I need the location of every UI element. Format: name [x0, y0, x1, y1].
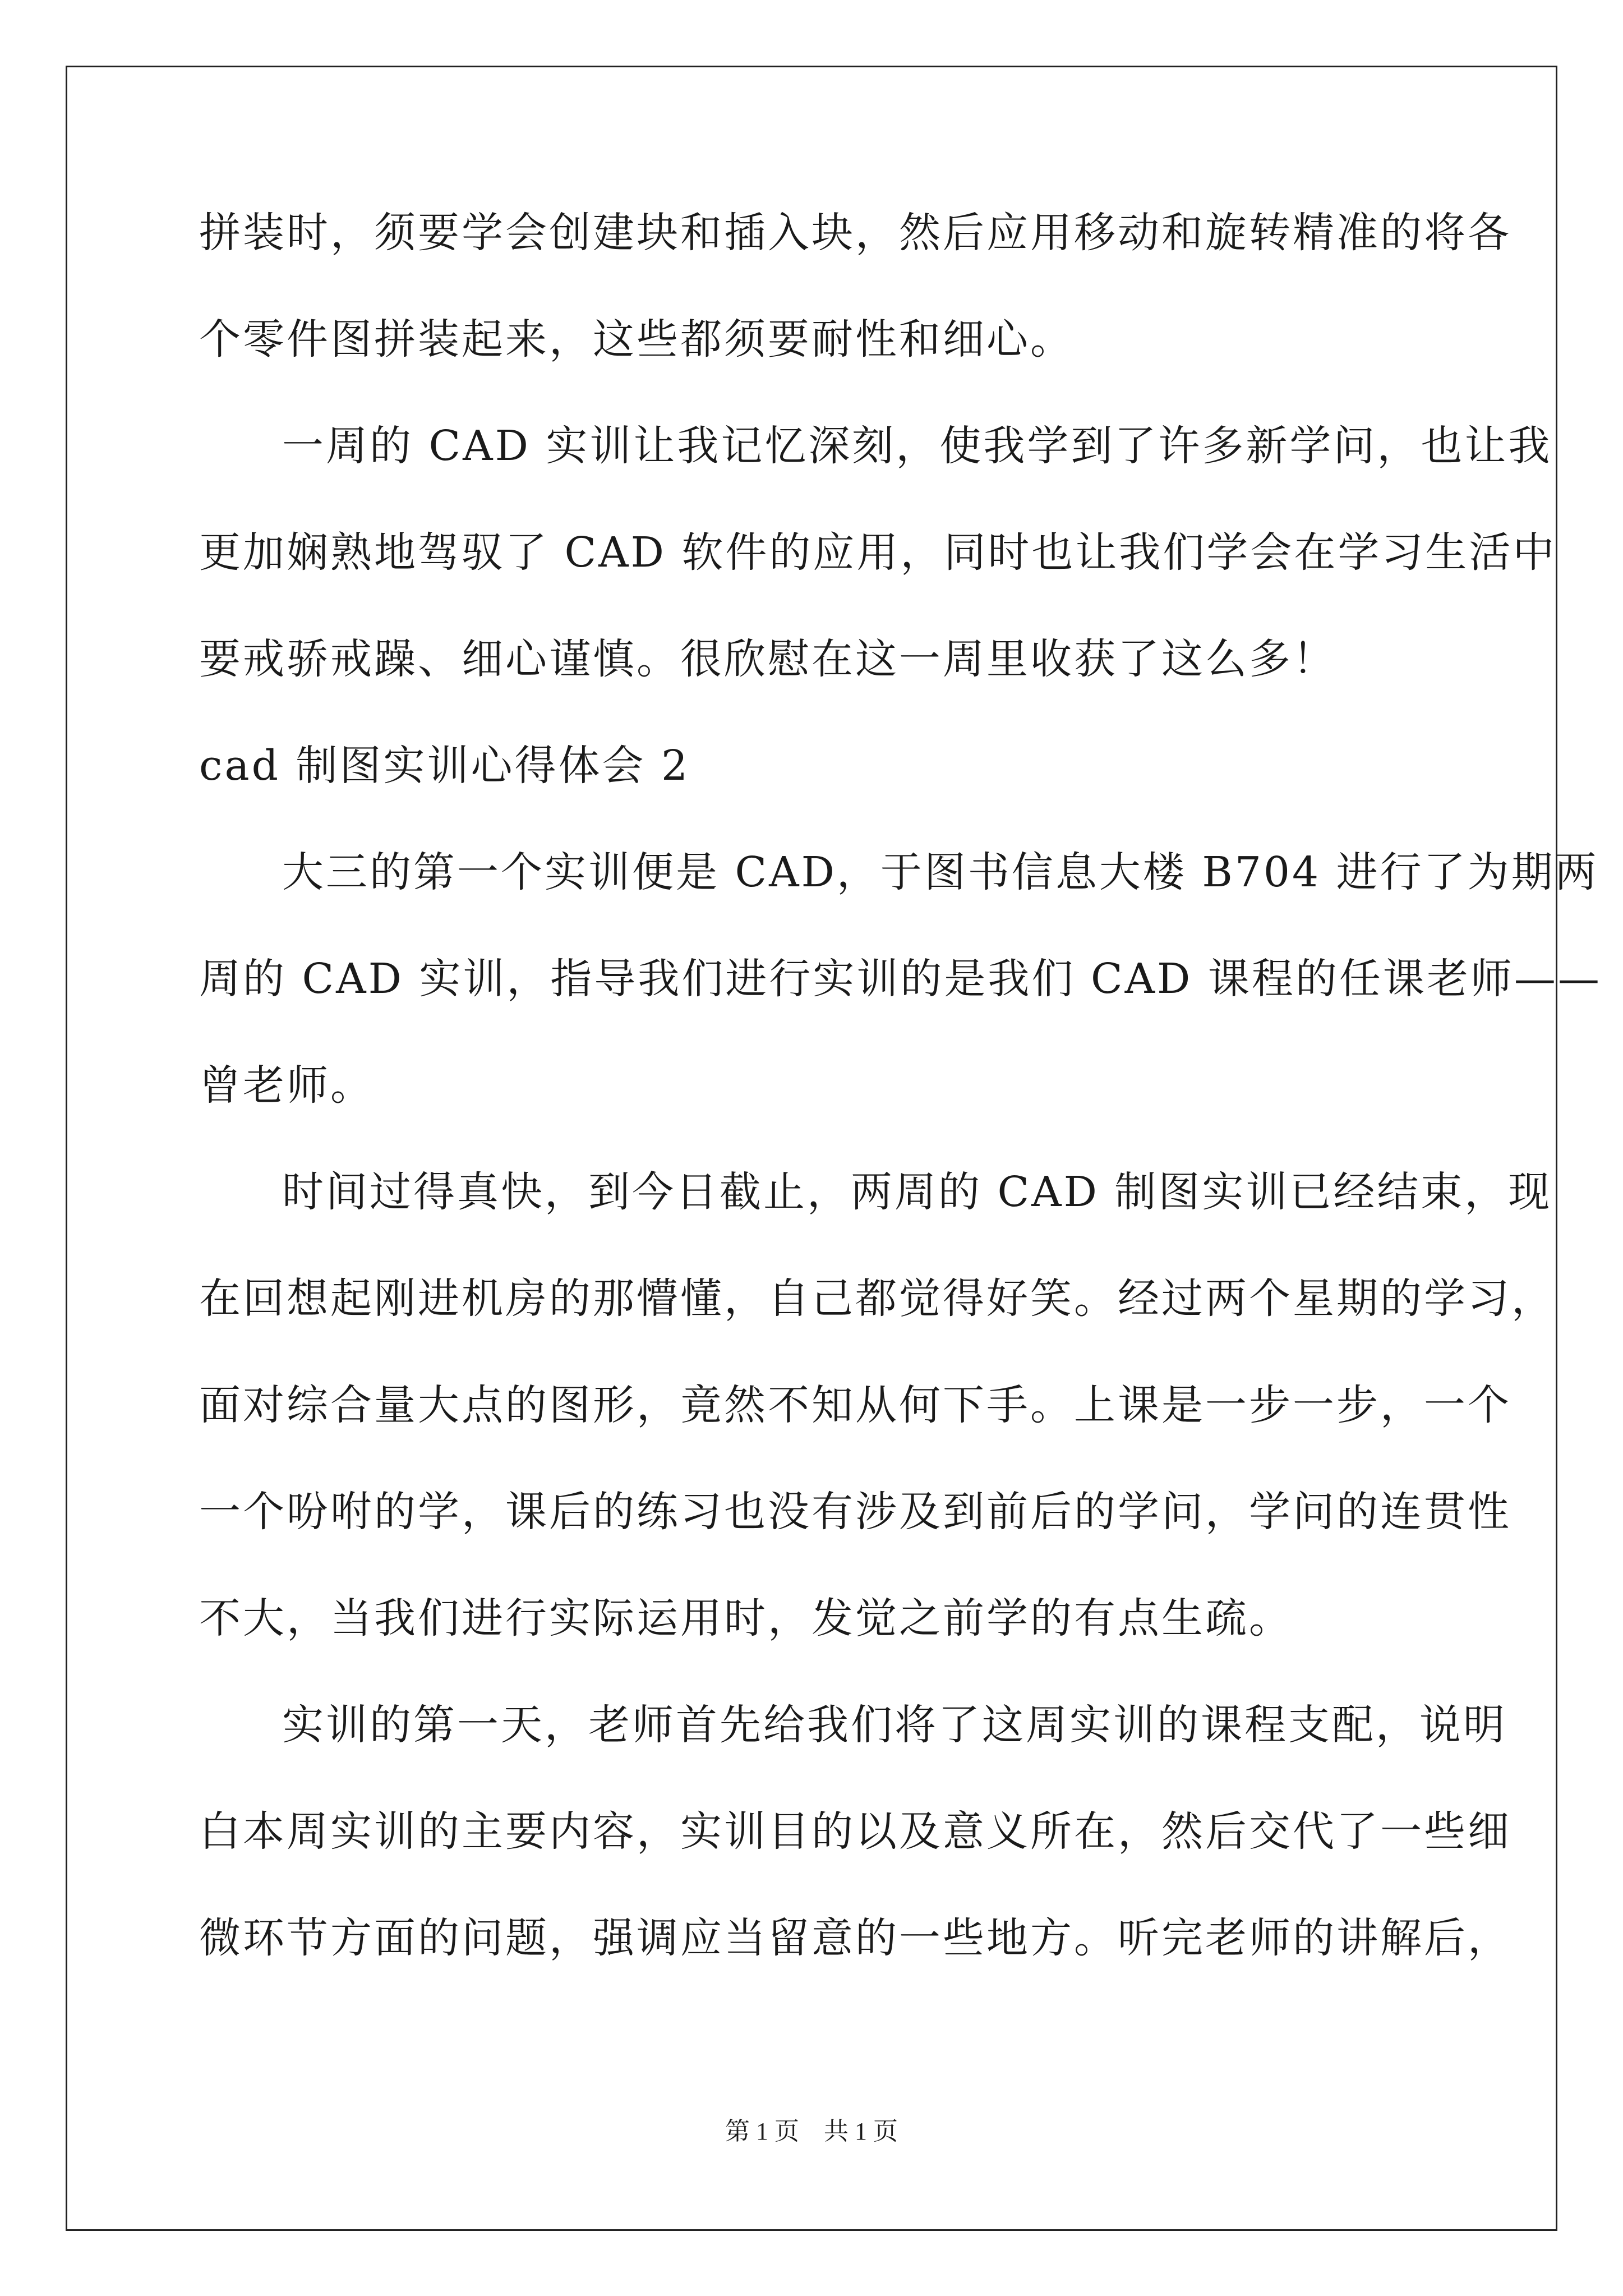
text-line: 要戒骄戒躁、细心谨慎。很欣慰在这一周里收获了这么多！ — [199, 635, 1336, 683]
text-line: 大三的第一个实训便是 CAD，于图书信息大楼 B704 进行了为期两 — [282, 848, 1599, 896]
text-line: 白本周实训的主要内容，实训目的以及意义所在，然后交代了一些细 — [199, 1807, 1511, 1856]
text-line: 一个吩咐的学，课后的练习也没有涉及到前后的学问，学问的连贯性 — [199, 1488, 1511, 1536]
text-line: 周的 CAD 实训，指导我们进行实训的是我们 CAD 课程的任课老师—— — [199, 955, 1602, 1003]
text-line: 一周的 CAD 实训让我记忆深刻，使我学到了许多新学问，也让我 — [282, 422, 1552, 470]
text-line: 更加娴熟地驾驭了 CAD 软件的应用，同时也让我们学会在学习生活中 — [199, 528, 1557, 577]
text-line: 实训的第一天，老师首先给我们将了这周实训的课程支配，说明 — [282, 1701, 1507, 1749]
text-line: 拼装时，须要学会创建块和插入块，然后应用移动和旋转精准的将各 — [199, 209, 1511, 257]
text-line: 面对综合量大点的图形，竟然不知从何下手。上课是一步一步，一个 — [199, 1381, 1511, 1429]
text-line: 在回想起刚进机房的那懵懂，自己都觉得好笑。经过两个星期的学习， — [199, 1274, 1555, 1323]
text-line: 曾老师。 — [199, 1061, 374, 1110]
page-number-footer: 第 1 页 共 1 页 — [725, 2118, 898, 2145]
text-line: 个零件图拼装起来，这些都须要耐性和细心。 — [199, 315, 1074, 364]
text-line: 时间过得真快，到今日截止，两周的 CAD 制图实训已经结束，现 — [282, 1168, 1552, 1216]
text-line: 不大，当我们进行实际运用时，发觉之前学的有点生疏。 — [199, 1594, 1293, 1642]
text-line: 微环节方面的问题，强调应当留意的一些地方。听完老师的讲解后， — [199, 1914, 1511, 1962]
section-heading: cad 制图实训心得体会 2 — [199, 742, 690, 790]
